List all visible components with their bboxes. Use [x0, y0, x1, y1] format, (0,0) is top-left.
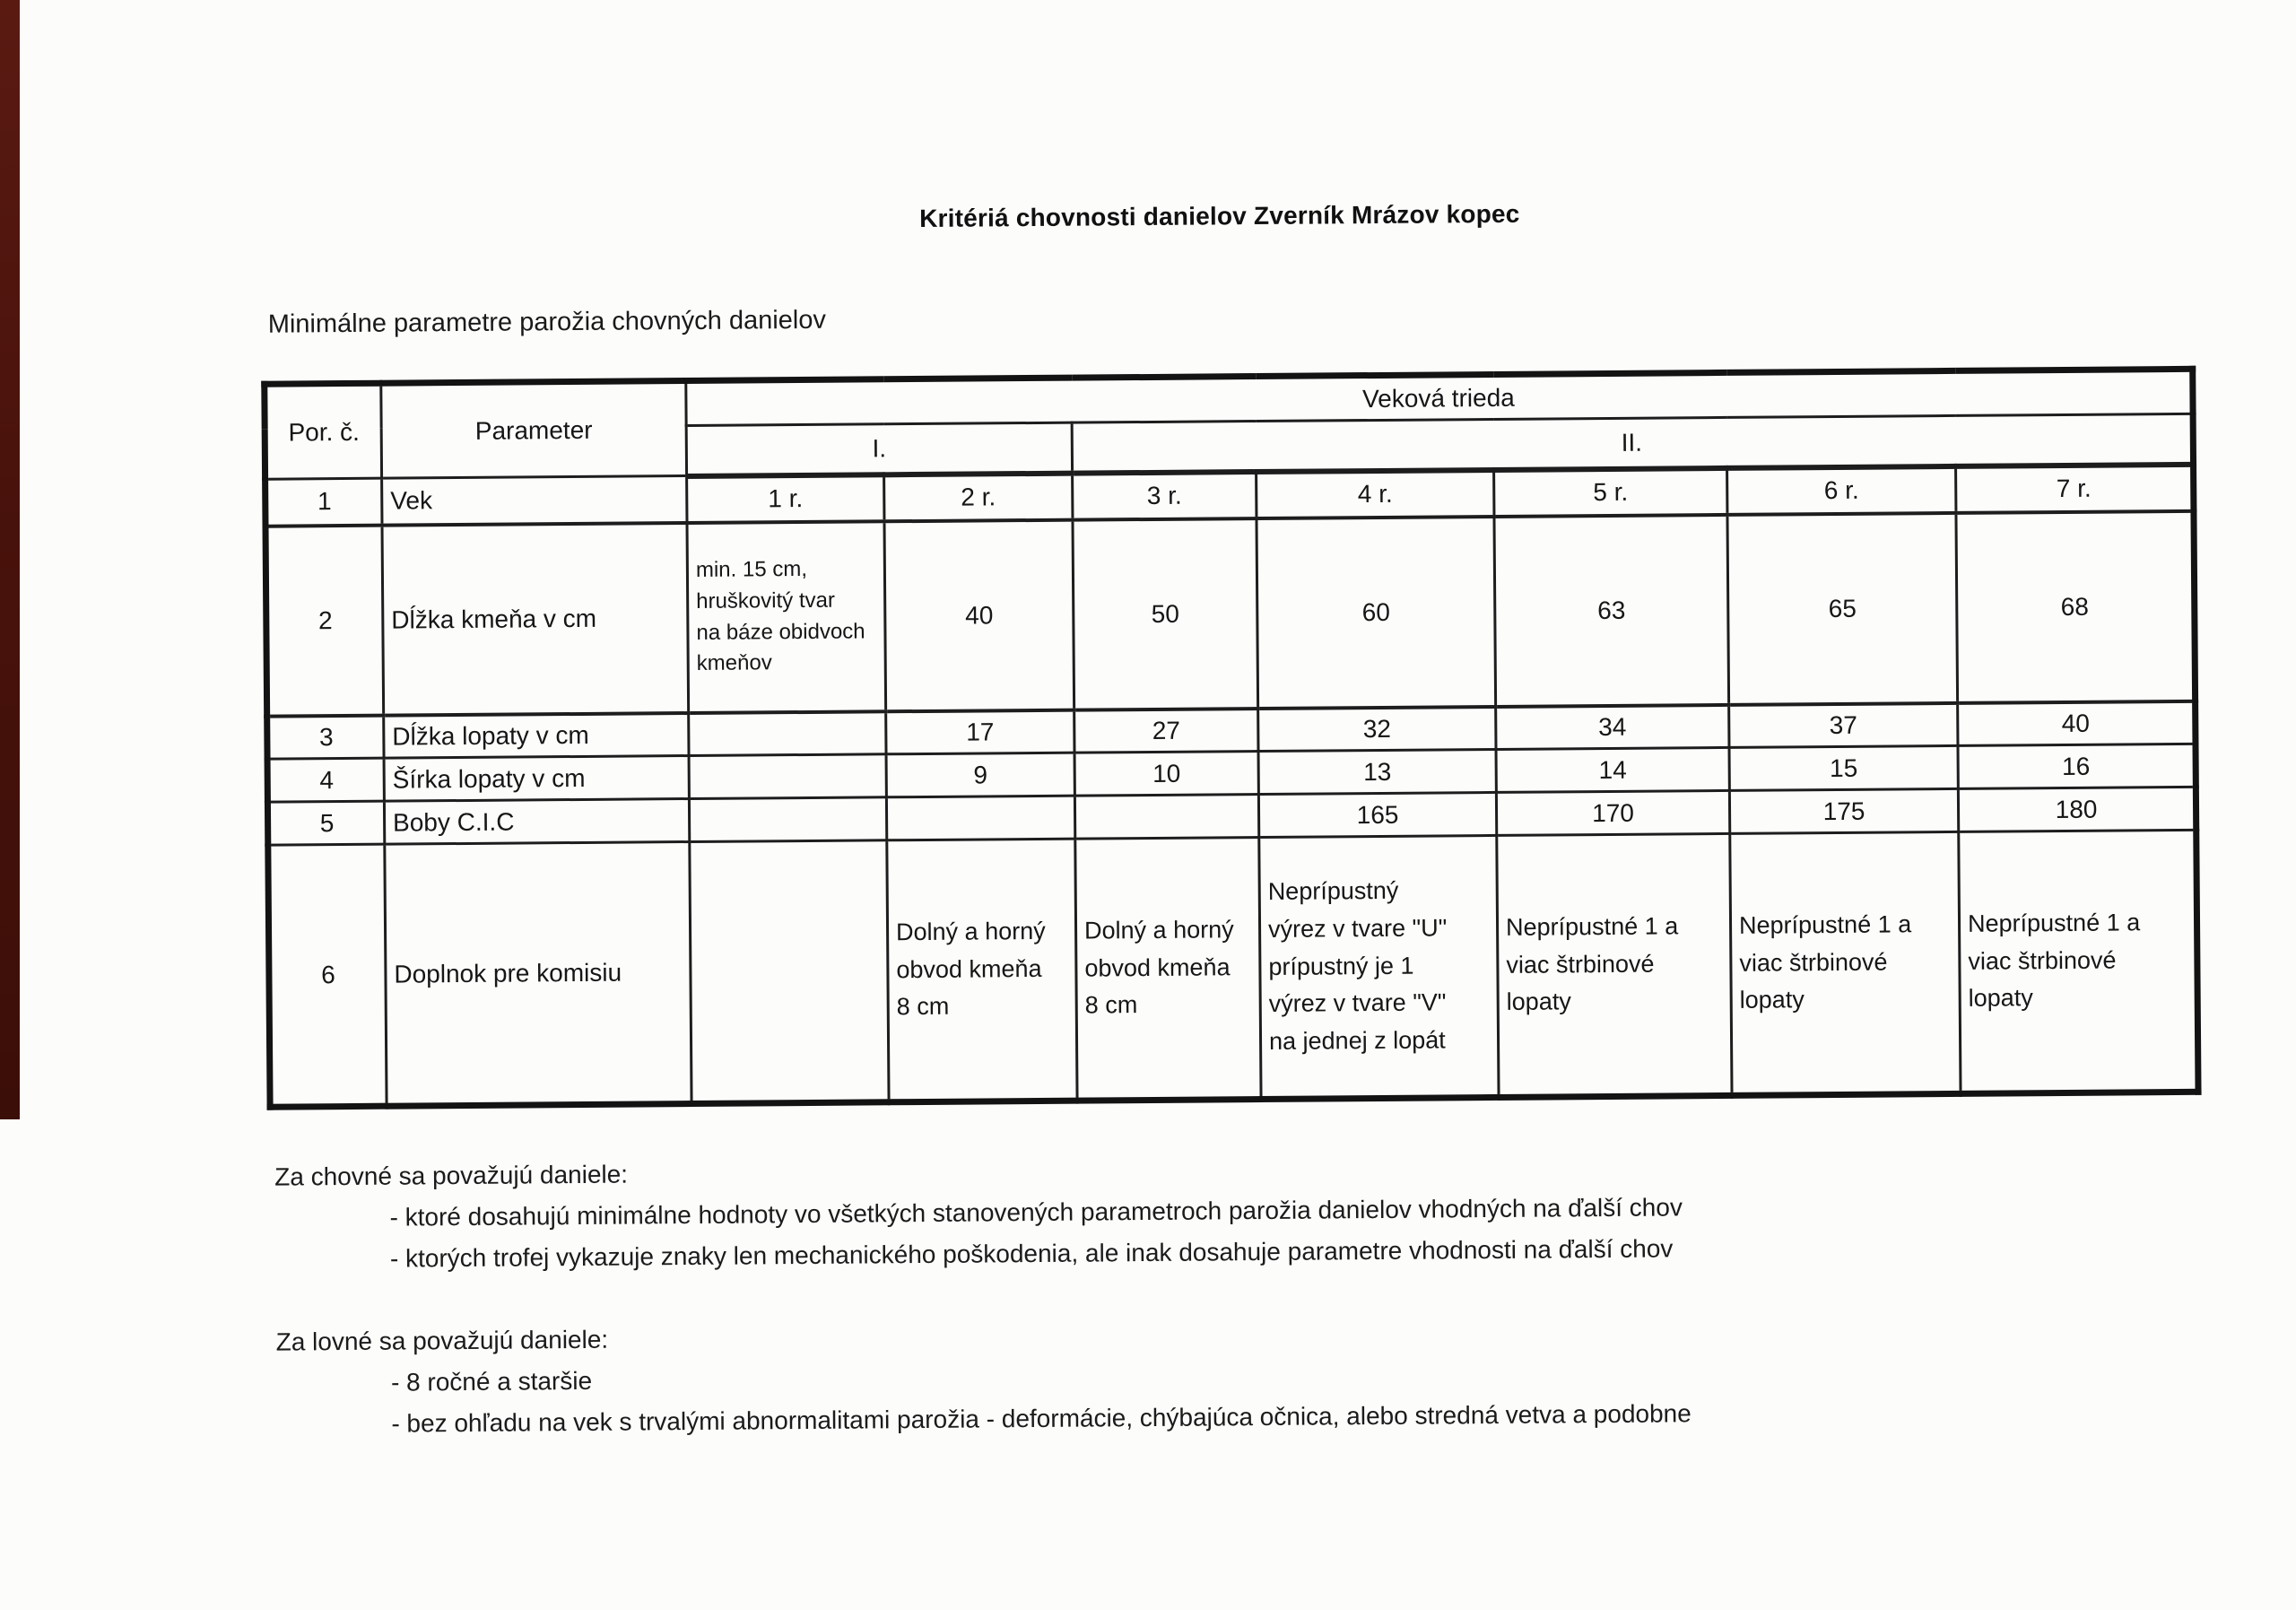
value-cell: 15 [1729, 745, 1958, 790]
value-cell [1074, 795, 1258, 840]
value-cell: 7 r. [1956, 464, 2194, 512]
note-item: - ktorých trofej vykazuje znaky len mechanického poškodenia, ale inak dosahuje parametre vhodnosti na ďalší chov [389, 1234, 1674, 1273]
value-cell [690, 840, 889, 1104]
value-cell [689, 754, 886, 799]
parameter-cell: Dĺžka kmeňa v cm [382, 523, 689, 716]
note-item: - ktoré dosahujú minimálne hodnoty vo všetkých stanovených parametroch parožia danielov vhodných na ďalší chov [389, 1193, 1683, 1231]
value-cell: 60 [1257, 516, 1496, 708]
value-cell: 3 r. [1073, 472, 1257, 520]
row-number-cell: 1 [265, 478, 382, 526]
parameter-cell: Doplnok pre komisiu [385, 842, 691, 1107]
value-cell: min. 15 cm, hruškovitý tvar na báze obidvoch kmeňov [687, 521, 886, 713]
row-number-cell: 2 [265, 525, 384, 716]
value-cell: 180 [1958, 787, 2196, 831]
value-cell: 68 [1956, 510, 2196, 702]
parameter-cell: Šírka lopaty v cm [384, 756, 689, 802]
note-heading-lovne: Za lovné sa považujú daniele: [275, 1325, 609, 1356]
value-cell: Neprípustné 1 a viac štrbinové lopaty [1959, 830, 2198, 1093]
value-cell: Neprípustné 1 a viac štrbinové lopaty [1730, 831, 1961, 1095]
header-row-number: Por. č. [265, 383, 382, 479]
value-cell: Neprípustné 1 a viac štrbinové lopaty [1497, 833, 1732, 1097]
note-item: - 8 ročné a staršie [390, 1366, 593, 1397]
value-cell: 40 [884, 519, 1074, 711]
header-age-class-1: I. [686, 422, 1072, 475]
value-cell: 9 [886, 753, 1074, 797]
notes-section [274, 1144, 1980, 1446]
row-number-cell: 3 [267, 715, 384, 759]
value-cell: 2 r. [884, 473, 1073, 521]
header-age-class-2: II. [1072, 413, 2193, 473]
note-heading-chovne: Za chovné sa považujú daniele: [274, 1160, 629, 1191]
row-number-cell: 5 [267, 801, 384, 845]
value-cell: 13 [1258, 749, 1496, 794]
table-row-doplnok [268, 830, 2198, 1107]
value-cell: 32 [1258, 706, 1496, 751]
value-cell: 27 [1074, 709, 1258, 753]
value-cell: 175 [1729, 788, 1958, 833]
value-cell: 37 [1729, 702, 1958, 747]
row-number-cell: 4 [267, 758, 384, 802]
value-cell: 165 [1258, 792, 1496, 837]
value-cell: 10 [1074, 752, 1258, 796]
value-cell: 6 r. [1727, 466, 1956, 514]
value-cell: 1 r. [687, 474, 884, 523]
value-cell: 4 r. [1257, 469, 1494, 518]
value-cell [886, 796, 1074, 840]
header-age-group: Veková trieda [686, 369, 2193, 425]
note-item: - bez ohľadu na vek s trvalými abnormalitami parožia - deformácie, chýbajúca očnica, alebo stredná vetva a podobne [391, 1399, 1692, 1438]
document-subtitle: Minimálne parametre parožia chovných danielov [267, 305, 827, 339]
value-cell [689, 711, 886, 756]
value-cell: 170 [1496, 790, 1729, 835]
value-cell: 17 [886, 709, 1074, 754]
value-cell: Neprípustný výrez v tvare "U" prípustný je 1 výrez v tvare "V" na jednej z lopát [1259, 835, 1499, 1099]
value-cell: 16 [1958, 744, 2196, 788]
value-cell: 63 [1494, 514, 1729, 706]
value-cell: 40 [1958, 701, 2196, 745]
parameter-cell: Vek [382, 476, 687, 526]
value-cell: Dolný a horný obvod kmeňa 8 cm [887, 839, 1077, 1102]
parameter-cell: Boby C.I.C [384, 799, 689, 845]
value-cell: 14 [1496, 747, 1729, 792]
document-title: Kritériá chovnosti danielov Zverník Mrázov kopec [919, 199, 1520, 232]
parameter-cell: Dĺžka lopaty v cm [384, 713, 689, 759]
value-cell: 50 [1073, 518, 1258, 710]
value-cell: 34 [1496, 704, 1729, 749]
criteria-table [261, 366, 2201, 1110]
header-parameter: Parameter [381, 381, 687, 479]
table-row-dlzka-kmena [265, 510, 2196, 716]
value-cell: Dolný a horný obvod kmeňa 8 cm [1075, 838, 1261, 1101]
row-number-cell: 6 [268, 844, 387, 1107]
value-cell: 65 [1727, 512, 1958, 704]
value-cell: 5 r. [1494, 467, 1727, 516]
value-cell [689, 797, 886, 842]
